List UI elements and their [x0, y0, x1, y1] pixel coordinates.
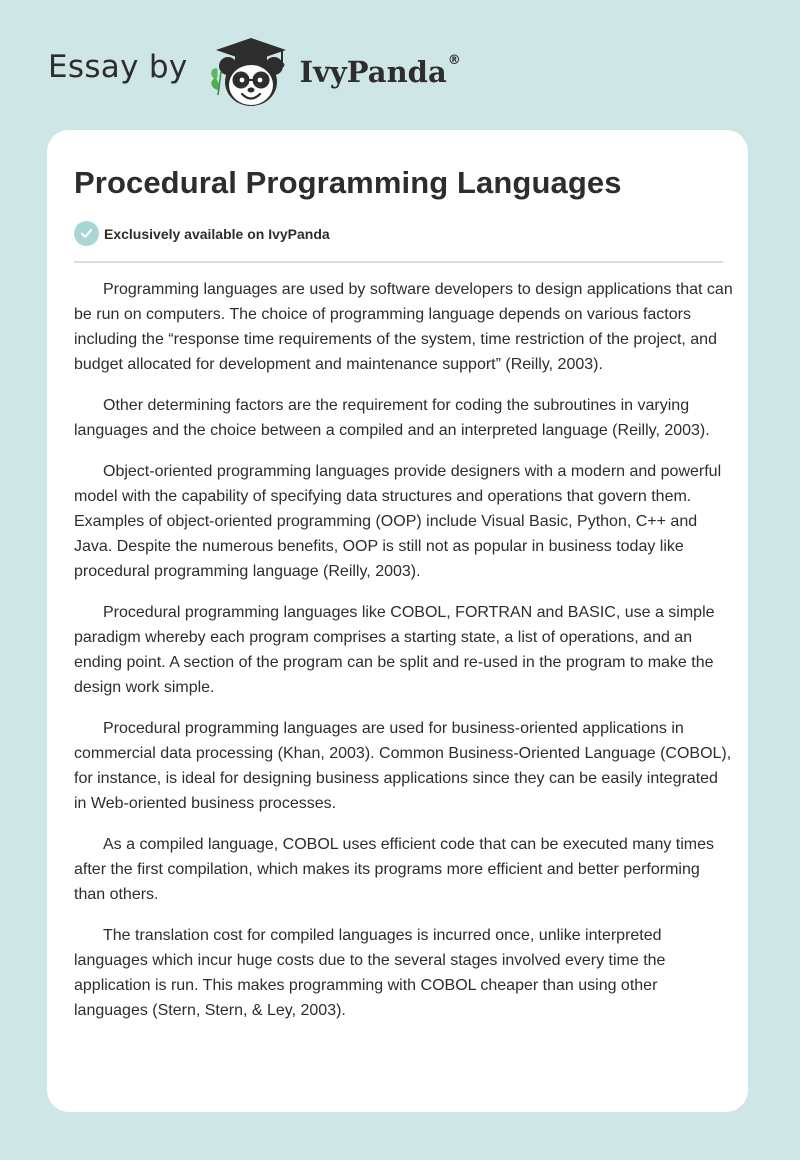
paragraph: Procedural programming languages are used for business-oriented applications in commercial data processing (Khan, 2003). Common Business-Oriented Language (COBOL), for instance, is ideal for designing business applications since they can be easily integrated in Web-oriented business processes. — [74, 720, 732, 812]
paragraph: Other determining factors are the requirement for coding the subroutines in varying languages and the choice between a compiled and an interpreted language (Reilly, 2003). — [74, 397, 710, 439]
brand-prefix: Essay by — [48, 49, 188, 85]
exclusive-label: Exclusively available on IvyPanda — [104, 225, 330, 242]
paragraph: Programming languages are used by software developers to design applications that can be run on computers. The choice of programming language depends on various factors including the “response time requirements of the system, time restriction of the project, and budget allocated for development and maintenance support” (Reilly, 2003). — [74, 281, 733, 373]
brand-name: IvyPanda — [299, 55, 447, 89]
check-icon — [74, 221, 99, 246]
essay-title: Procedural Programming Languages — [74, 165, 622, 200]
panda-logo-icon — [206, 30, 296, 110]
divider — [74, 261, 723, 263]
paragraph: The translation cost for compiled languages is incurred once, unlike interpreted languages which incur huge costs due to the several stages involved every time the application is run. This makes programming with COBOL cheaper than using other languages (Stern, Stern, & Ley, 2003). — [74, 927, 666, 1019]
paragraph: Procedural programming languages like COBOL, FORTRAN and BASIC, use a simple paradigm whereby each program comprises a starting state, a list of operations, and an ending point. A section of the program can be split and re-used in the program to make the design work simple. — [74, 604, 715, 696]
paragraph: As a compiled language, COBOL uses efficient code that can be executed many times after the first compilation, which makes its programs more efficient and better performing than others. — [74, 836, 715, 903]
registered-mark: ® — [447, 52, 461, 68]
site-header — [48, 30, 461, 110]
exclusive-badge — [74, 221, 330, 246]
paragraph: Object-oriented programming languages provide designers with a modern and powerful model with the capability of specifying data structures and operations that govern them. Examples of object-oriented programming (OOP) include Visual Basic, Python, C++ and Java. Despite the numerous benefits, OOP is still not as popular in business today like procedural programming language (Reilly, 2003). — [74, 463, 722, 580]
essay-card — [47, 130, 748, 1112]
essay-body — [74, 277, 734, 1039]
